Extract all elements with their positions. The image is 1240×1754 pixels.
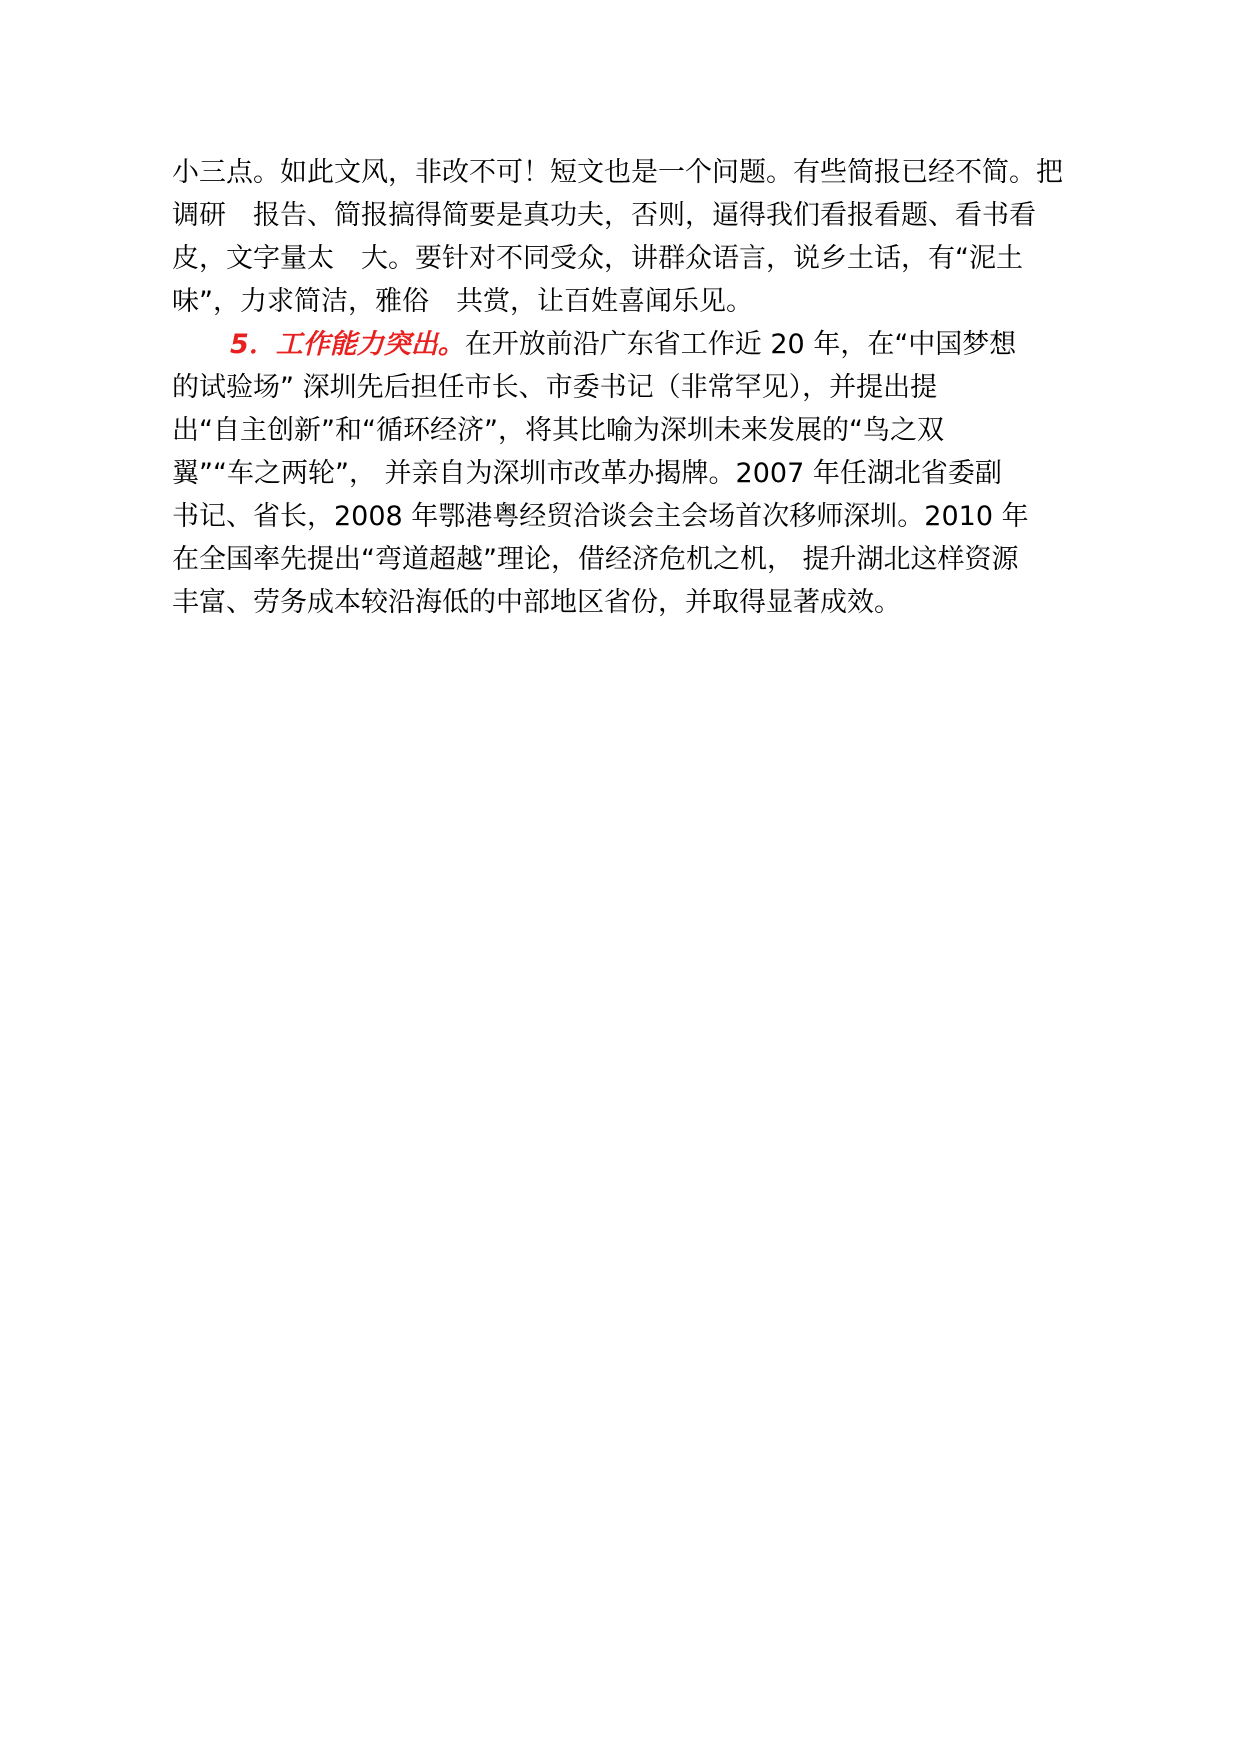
section-5-line: 翼”“车之两轮”， 并亲自为深圳市改革办揭牌。2007 年任湖北省委副: [172, 458, 1002, 489]
section-5-line: 书记、省长，2008 年鄂港粤经贸洽谈会主会场首次移师深圳。2010 年: [172, 501, 1029, 532]
paragraph-line: 味”，力求简洁，雅俗 共赏，让百姓喜闻乐见。: [172, 286, 753, 317]
paragraph-line: 皮，文字量太 大。要针对不同受众，讲群众语言，说乡土话，有“泥土: [172, 243, 1023, 274]
section-5-first-line: [172, 323, 1092, 366]
section-5-line: 在全国率先提出“弯道超越”理论，借经济危机之机， 提升湖北这样资源: [172, 544, 1019, 575]
paragraph-line: 小三点。如此文风，非改不可！短文也是一个问题。有些简报已经不简。把: [172, 157, 1063, 188]
paragraph-line: 调研 报告、简报搞得简要是真功夫，否则，逼得我们看报看题、看书看: [172, 200, 1036, 231]
section-5-heading: 5．工作能力突出。: [230, 329, 465, 360]
section-5-first-line-text: 在开放前沿广东省工作近 20 年，在“中国梦想: [464, 329, 1017, 360]
section-5-line: 的试验场” 深圳先后担任市长、市委书记（非常罕见），并提出提: [172, 372, 938, 403]
section-5-line: 出“自主创新”和“循环经济”，将其比喻为深圳未来发展的“鸟之双: [172, 415, 944, 446]
document-body: [172, 151, 1092, 624]
section-5-line: 丰富、劳务成本较沿海低的中部地区省份，并取得显著成效。: [172, 587, 901, 618]
